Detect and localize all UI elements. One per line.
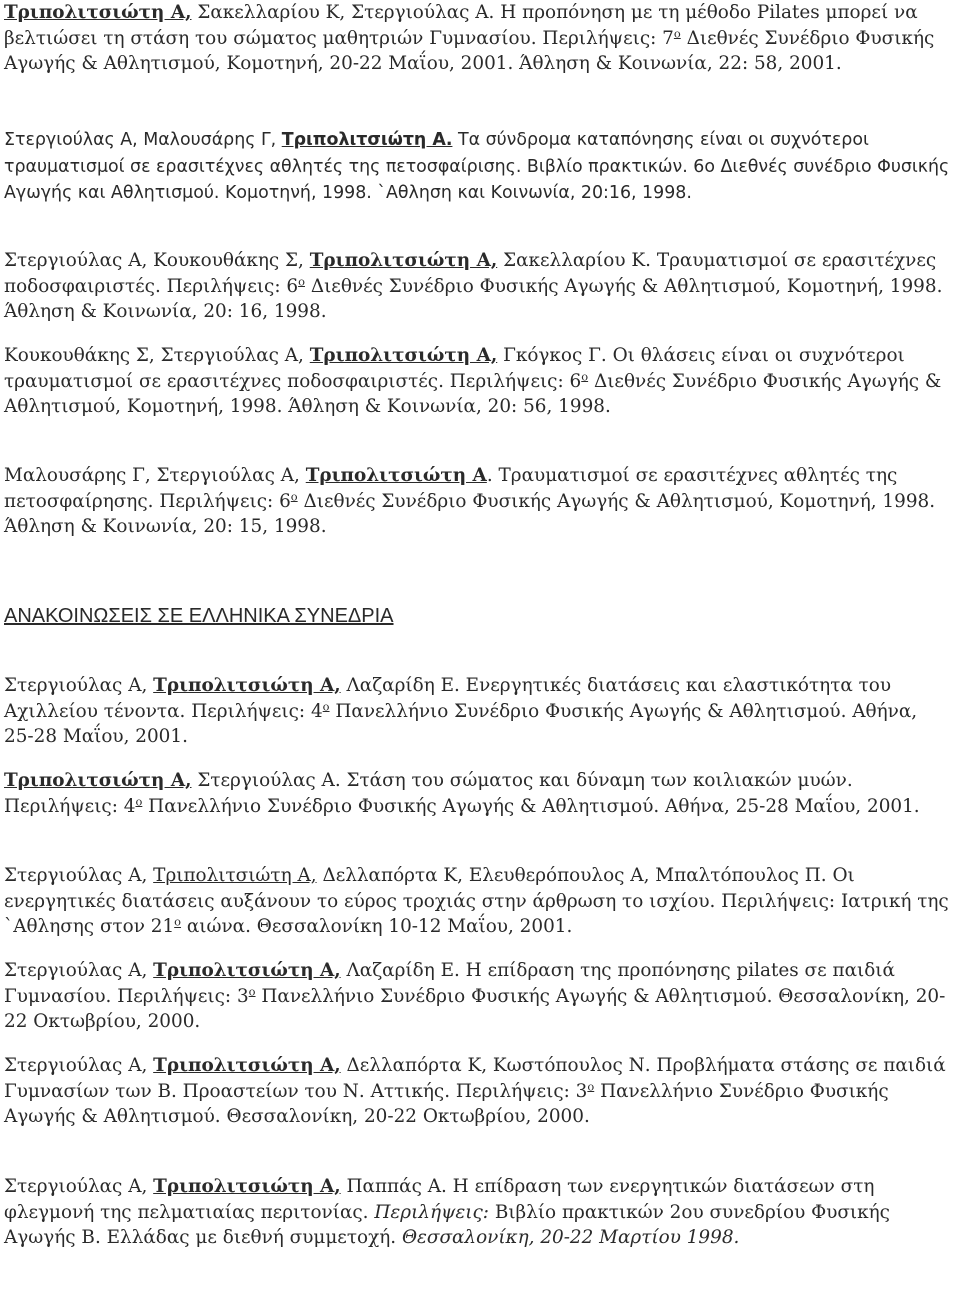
entry-text: Διεθνές Συνέδριο Φυσικής Αγωγής & Αθλητισμού, Κομοτηνή, 20-22 Μαΐου, 2001. Άθληση & Κοινωνία, 22: 58, 2001. — [4, 27, 935, 75]
highlighted-author: Τριπολιτσιώτη Α, — [153, 1055, 341, 1076]
highlighted-author: Τριπολιτσιώτη Α, — [4, 770, 192, 791]
publication-entry — [4, 248, 952, 325]
entry-text: Δελλαπόρτα Κ, Κωστόπουλος Ν. Προβλήματα στάσης σε παιδιά Γυμνασίων των Β. Προαστείων του Ν. Αττικής. Περιλήψεις: 3 — [4, 1055, 946, 1102]
entry-text: Παππάς Α. Η επίδραση των ενεργητικών διατάσεων στη φλεγμονή της πελματιαίας περιτονίας. — [4, 1176, 875, 1223]
publication-entry — [4, 1174, 952, 1251]
entry-text: Στεργιούλας Α, — [4, 865, 154, 886]
entry-text: Θεσσαλονίκη, 20-22 Μαρτίου 1998. — [401, 1227, 740, 1249]
entry-text: Πανελλήνιο Συνέδριο Φυσικής Αγωγής & Αθλητισμού. Αθήνα, 25-28 Μαΐου, 2001. — [142, 795, 920, 817]
entry-text: Διεθνές Συνέδριο Φυσικής Αγωγής & Αθλητισμού, Κομοτηνή, 1998. Άθληση & Κοινωνία, 20: 56, 1998. — [4, 370, 942, 418]
entry-text: Πανελλήνιο Συνέδριο Φυσικής Αγωγής & Αθλητισμού. Θεσσαλονίκη, 20-22 Οκτωβρίου, 2000. — [4, 985, 946, 1033]
entry-text: Στεργιούλας Α, — [4, 675, 154, 696]
highlighted-author: Τριπολιτσιώτη Α, — [153, 865, 317, 886]
entry-text: Βιβλίο πρακτικών 2ου συνεδρίου Φυσικής Αγωγής Β. Ελλάδας με διεθνή συμμετοχή. — [4, 1201, 890, 1249]
highlighted-author: Τριπολιτσιώτη Α, — [309, 250, 498, 271]
highlighted-author: ο — [135, 794, 143, 809]
entry-text: Στεργιούλας Α, — [4, 960, 154, 981]
publication-entry — [4, 768, 952, 819]
entry-text: Τα σύνδρομα καταπόνησης είναι οι συχνότεροι τραυματισμοί σε ερασιτέχνες αθλητές της πετοσφαίρισης. Βιβλίο πρακτικών. 6ο Διεθνές συνέδριο Φυσικής Αγωγής και Αθλητισμού. Κομοτηνή, 1998. `Αθληση και Κοινωνία, 20:16, 1998. — [4, 130, 950, 204]
entry-text: Γκόγκος Γ. Οι θλάσεις είναι οι συχνότεροι τραυματισμοί σε ερασιτέχνες ποδοσφαιριστές. Περιλήψεις: 6 — [4, 345, 905, 392]
publication-entry — [4, 127, 952, 207]
publication-entry — [4, 958, 952, 1035]
entry-text: Στεργιούλας Α, — [4, 1176, 154, 1197]
entry-text: Στεργιούλας Α, — [4, 1055, 154, 1076]
entry-text: Μαλουσάρης Γ, Στεργιούλας Α, — [4, 465, 306, 486]
publication-entry — [4, 343, 952, 420]
section-heading: ΑΝΑΚΟΙΝΩΣΕΙΣ ΣΕ ΕΛΛΗΝΙΚΑ ΣΥΝΕΔΡΙΑ — [4, 605, 394, 627]
entry-text: Στεργιούλας Α, Κουκουθάκης Σ, — [4, 250, 310, 271]
highlighted-author: Τριπολιτσιώτη Α, — [309, 345, 498, 366]
highlighted-author: Τριπολιτσιώτη Α, — [4, 2, 192, 23]
publication-entry — [4, 1053, 952, 1130]
highlighted-author: ο — [174, 915, 182, 930]
entry-text: Περιλήψεις: — [374, 1201, 489, 1223]
entry-text: Σακελλαρίου Κ. Τραυματισμοί σε ερασιτέχνες ποδοσφαιριστές. Περιλήψεις: 6 — [4, 250, 937, 297]
highlighted-author: ο — [322, 699, 330, 714]
entry-text: Λαζαρίδη Ε. Η επίδραση της προπόνησης pilates σε παιδιά Γυμνασίου. Περιλήψεις: 3 — [4, 960, 895, 1007]
highlighted-author: ο — [587, 1079, 595, 1094]
highlighted-author: Τριπολιτσιώτη Α, — [153, 960, 341, 981]
highlighted-author: ο — [673, 26, 681, 41]
publication-entry — [4, 0, 952, 77]
highlighted-author: ο — [581, 369, 589, 384]
publication-entry — [4, 673, 952, 750]
publication-entry — [4, 863, 952, 940]
highlighted-author: Τριπολιτσιώτη Α, — [153, 1176, 341, 1197]
entry-text: Στεργιούλας Α. Στάση του σώματος και δύναμη των κοιλιακών μυών. Περιλήψεις: 4 — [4, 770, 853, 817]
entry-text: Στεργιούλας Α, Μαλουσάρης Γ, — [4, 130, 282, 150]
entry-text: Λαζαρίδη Ε. Ενεργητικές διατάσεις και ελαστικότητα του Αχιλλείου τένοντα. Περιλήψεις: 4 — [4, 675, 892, 722]
highlighted-author: Τριπολιτσιώτη Α, — [153, 675, 341, 696]
entry-text: Πανελλήνιο Συνέδριο Φυσικής Αγωγής & Αθλητισμού. Θεσσαλονίκη, 20-22 Οκτωβρίου, 2000. — [4, 1080, 889, 1128]
highlighted-author: ο — [248, 984, 256, 999]
entry-text: . Τραυματισμοί σε ερασιτέχνες αθλητές της πετοσφαίρησης. Περιλήψεις: 6 — [4, 465, 898, 512]
highlighted-author: Τριπολιτσιώτη Α — [305, 465, 487, 486]
entry-text: Σακελλαρίου Κ, Στεργιούλας Α. Η προπόνηση με τη μέθοδο Pilates μπορεί να βελτιώσει τη στάση του σώματος μαθητριών Γυμνασίου. Περιλήψεις: 7 — [4, 2, 918, 49]
entry-text: Διεθνές Συνέδριο Φυσικής Αγωγής & Αθλητισμού, Κομοτηνή, 1998. Άθληση & Κοινωνία, 20: 15, 1998. — [4, 490, 936, 538]
entry-text: αιώνα. Θεσσαλονίκη 10-12 Μαΐου, 2001. — [181, 916, 573, 938]
entry-text: Δελλαπόρτα Κ, Ελευθερόπουλος Α, Μπαλτόπουλος Π. Οι ενεργητικές διατάσεις αυξάνουν το εύρος τροχιάς στην άρθρωση το ισχίου. Περιλήψεις: Ιατρική της `Αθλησης στον 21 — [4, 865, 949, 938]
highlighted-author: ο — [290, 489, 298, 504]
entry-text: Διεθνές Συνέδριο Φυσικής Αγωγής & Αθλητισμού, Κομοτηνή, 1998. Άθληση & Κοινωνία, 20: 16, 1998. — [4, 275, 943, 323]
publication-entry — [4, 463, 952, 540]
highlighted-author: Τριπολιτσιώτη Α. — [281, 130, 453, 150]
entry-text: Πανελλήνιο Συνέδριο Φυσικής Αγωγής & Αθλητισμού. Αθήνα, 25-28 Μαΐου, 2001. — [4, 700, 918, 748]
highlighted-author: ο — [298, 274, 305, 289]
entry-text: Κουκουθάκης Σ, Στεργιούλας Α, — [4, 345, 310, 366]
